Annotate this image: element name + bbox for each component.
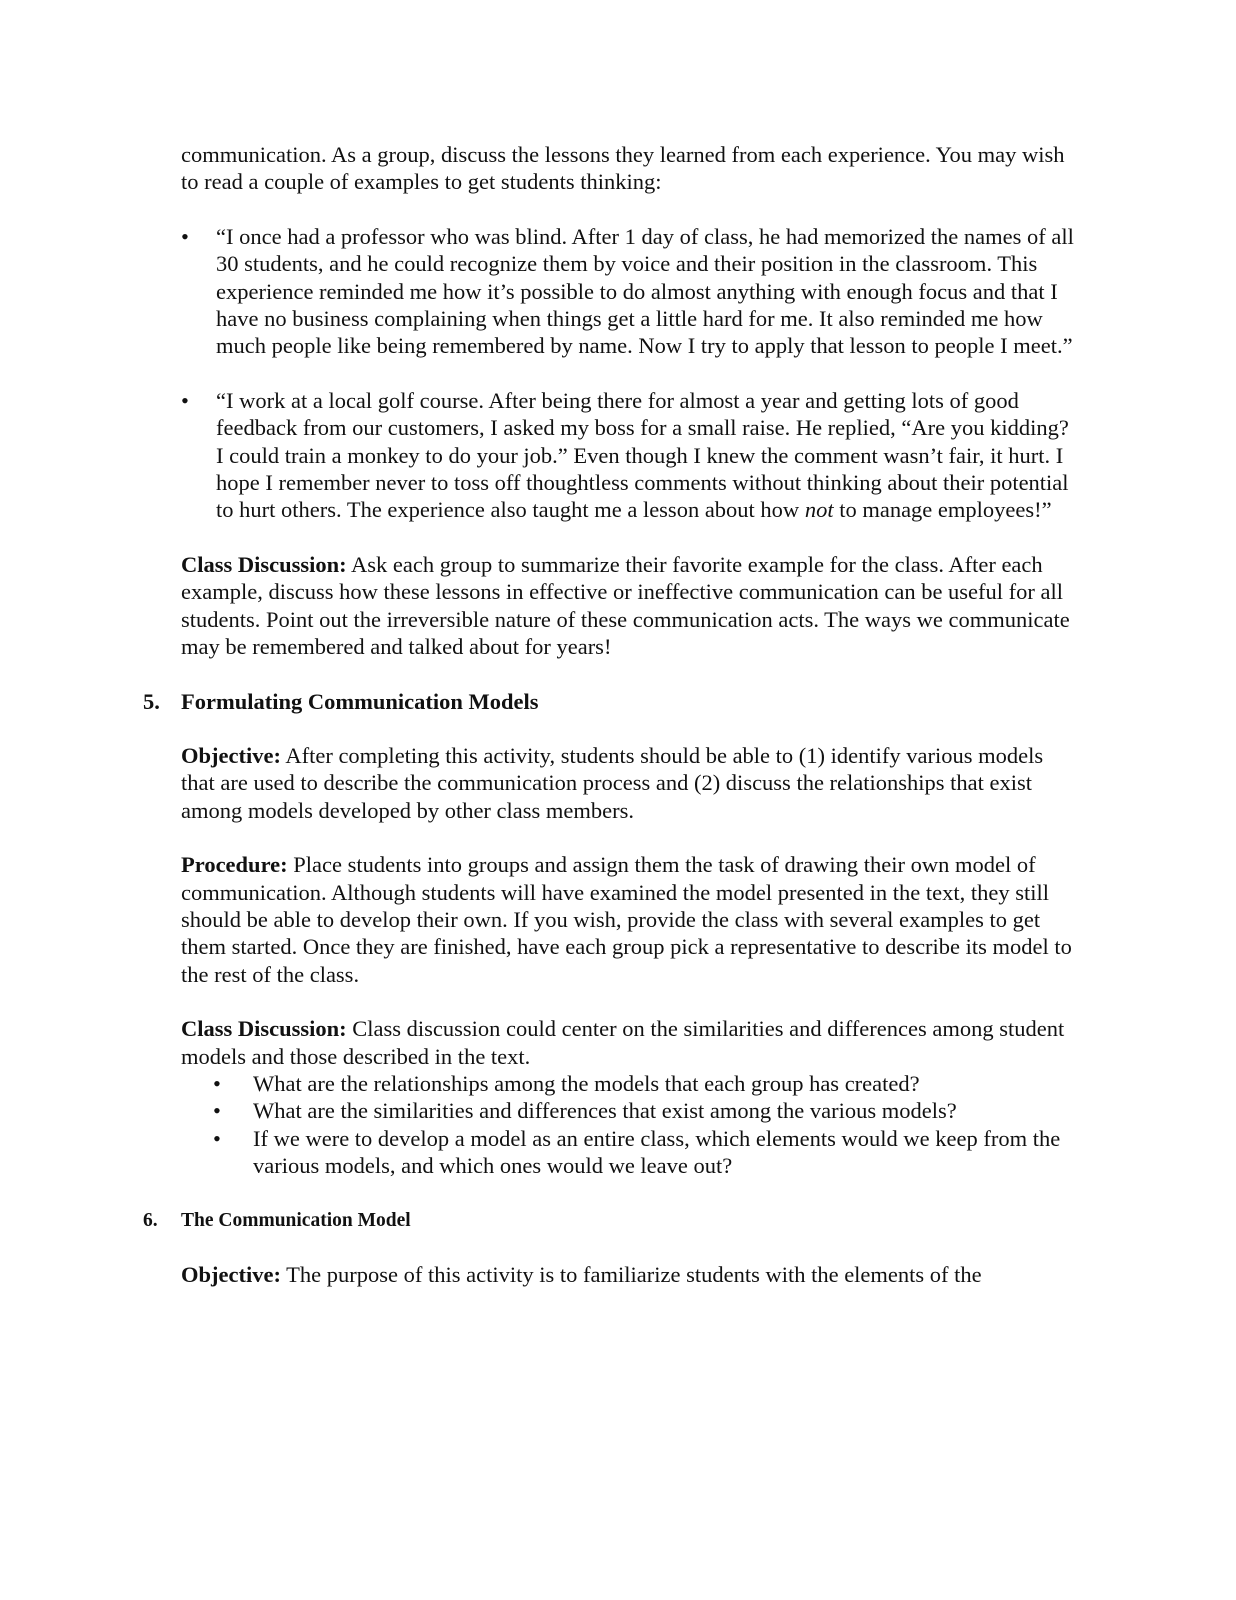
question-text: What are the relationships among the models that each group has created? (253, 1070, 920, 1096)
procedure-paragraph (181, 851, 1081, 988)
section-title: Formulating Communication Models (181, 688, 539, 714)
class-discussion-paragraph (181, 1015, 1081, 1070)
question-text: If we were to develop a model as an entire class, which elements would we keep from the various models, and which ones would we leave out? (253, 1125, 1061, 1179)
section-number: 5. (143, 688, 160, 714)
bullet-icon: • (213, 1098, 221, 1124)
objective-text: The purpose of this activity is to familiarize students with the elements of the (280, 1262, 982, 1287)
list-item (181, 387, 1081, 524)
objective-paragraph (181, 1261, 1081, 1288)
section-number: 6. (143, 1209, 158, 1231)
list-item (181, 1070, 1081, 1097)
class-discussion-paragraph (181, 551, 1081, 661)
bullet-icon: • (213, 1125, 221, 1151)
class-discussion-text: Class discussion could center on the similarities and differences among student models and those described in the text. (181, 1016, 1065, 1069)
section-6-heading (143, 1207, 1081, 1234)
class-discussion-label: Class Discussion: (181, 1016, 347, 1042)
procedure-text: Place students into groups and assign them the task of drawing their own model of communication. Although students will have examined the model presented in the text, they still should be able to develop their own. If you wish, provide the class with several examples to get them started. Once they are finished, have each group pick a representative to describe its model to the rest of the class. (181, 852, 1072, 987)
example-quote-text: “I work at a local golf course. After being there for almost a year and getting lots of good feedback from our customers, I asked my boss for a small raise. He replied, “Are you kidding? I could train a monkey to do your job.” Even though I knew the comment wasn’t fair, it hurt. I hope I remember never to toss off thoughtless comments without thinking about their potential to hurt others. The experience also taught me a lesson about how (216, 387, 1069, 523)
class-discussion-text: Ask each group to summarize their favorite example for the class. After each example, discuss how these lessons in effective or ineffective communication can be useful for all students. Point out the irreversible nature of these communication acts. The ways we communicate may be remembered and talked about for years! (181, 551, 1070, 660)
section-5-heading (143, 688, 1081, 715)
objective-label: Objective: (181, 1262, 281, 1287)
section-title: The Communication Model (181, 1209, 411, 1231)
example-quote-text-end: to manage employees!” (833, 497, 1052, 523)
objective-text: After completing this activity, students should be able to (1) identify various models that are used to describe the communication process and (2) discuss the relationships that exist among models developed by other class members. (181, 742, 1044, 823)
class-discussion-label: Class Discussion: (181, 551, 347, 577)
page-content (143, 141, 1081, 1288)
example-quotes-list (181, 223, 1081, 524)
objective-paragraph (181, 742, 1081, 824)
procedure-label: Procedure: (181, 852, 288, 878)
question-text: What are the similarities and differences that exist among the various models? (253, 1098, 957, 1124)
objective-label: Objective: (181, 742, 281, 768)
bullet-icon: • (181, 387, 189, 413)
list-item (181, 1125, 1081, 1180)
list-item (181, 223, 1081, 360)
intro-paragraph: communication. As a group, discuss the lessons they learned from each experience. You may wish to read a couple of examples to get students thinking: (181, 142, 1065, 195)
list-item (181, 1097, 1081, 1124)
discussion-questions-list (181, 1070, 1081, 1180)
bullet-icon: • (213, 1070, 221, 1096)
example-quote-text: “I once had a professor who was blind. After 1 day of class, he had memorized the names of all 30 students, and he could recognize them by voice and their position in the classroom. This experience reminded me how it’s possible to do almost anything with enough focus and that I have no business complaining when things get a little hard for me. It also reminded me how much people like being remembered by name. Now I try to apply that lesson to people I meet.” (216, 223, 1074, 359)
emphasis-text: not (804, 497, 834, 523)
bullet-icon: • (181, 223, 189, 249)
